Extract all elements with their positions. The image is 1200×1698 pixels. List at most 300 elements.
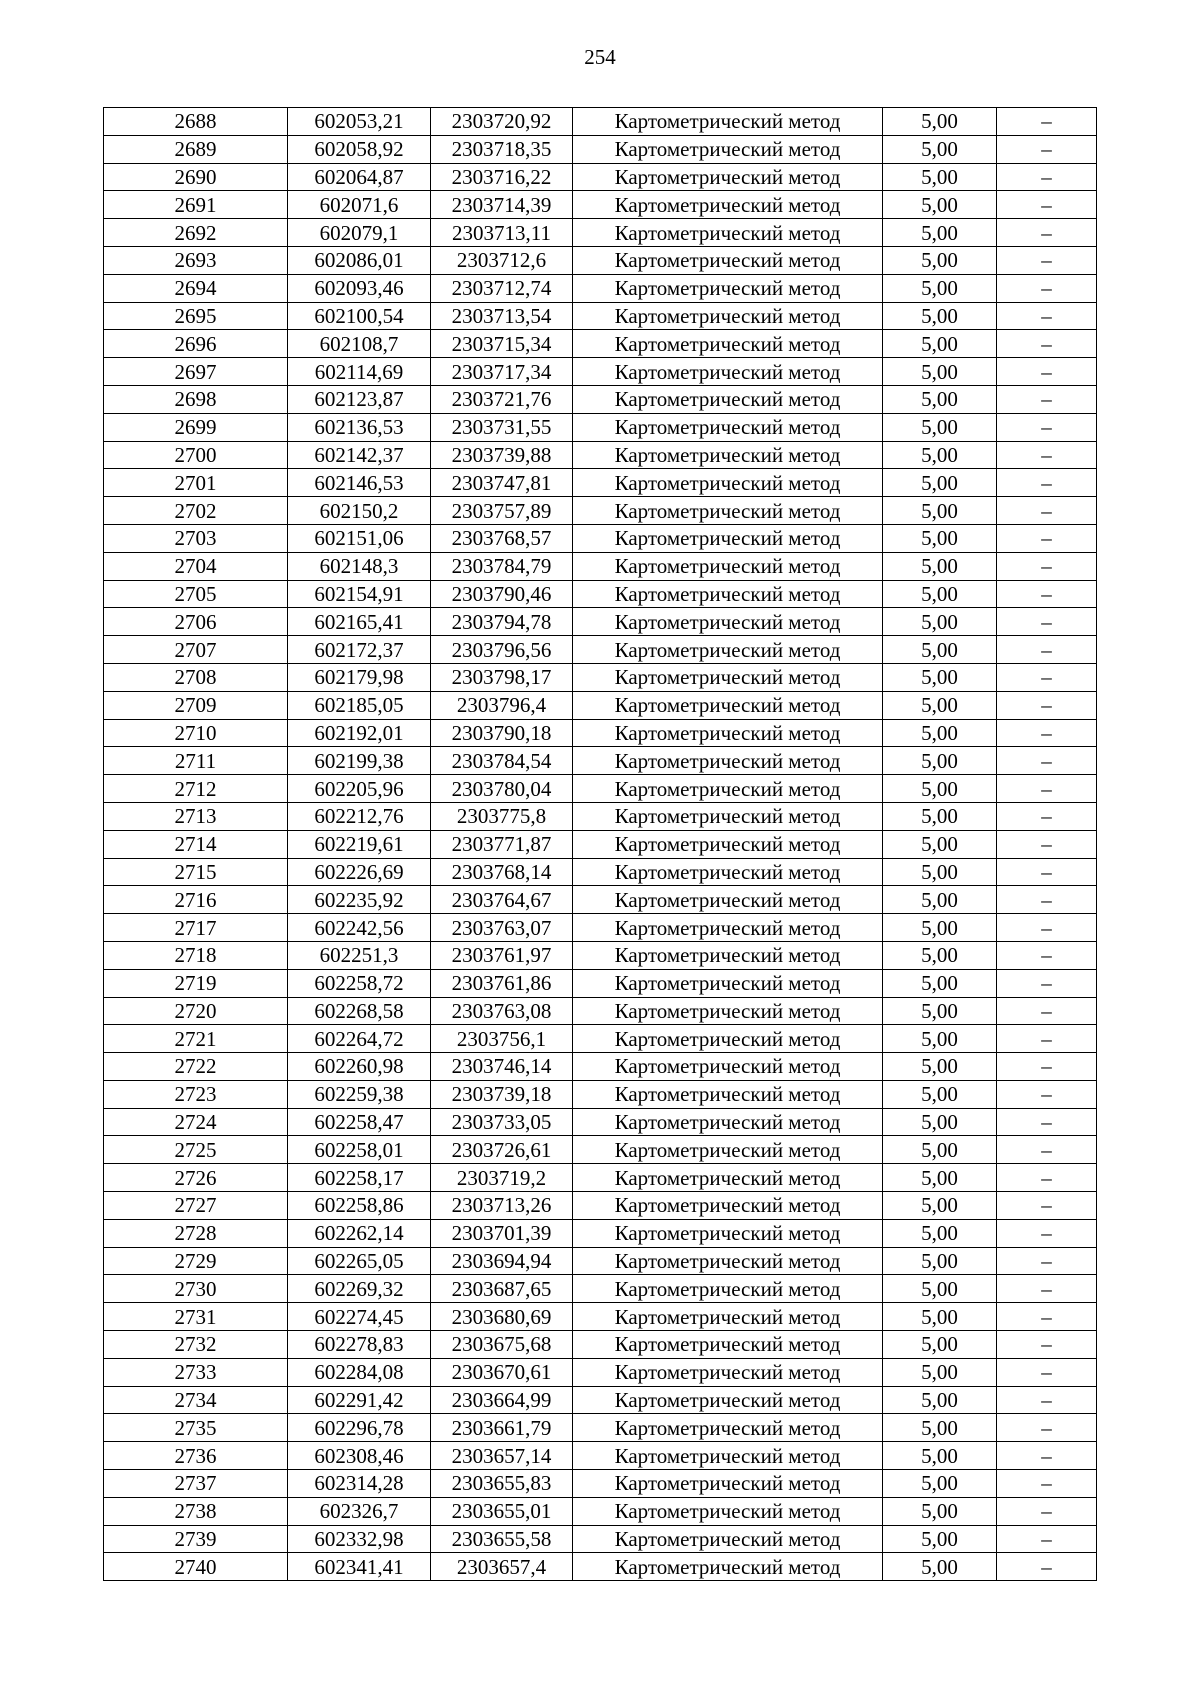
- note-cell: –: [997, 747, 1097, 775]
- accuracy-cell: 5,00: [883, 1080, 997, 1108]
- y-coordinate-cell: 2303794,78: [431, 608, 573, 636]
- y-coordinate-cell: 2303694,94: [431, 1247, 573, 1275]
- point-number-cell: 2697: [104, 358, 288, 386]
- x-coordinate-cell: 602332,98: [288, 1525, 431, 1553]
- x-coordinate-cell: 602150,2: [288, 497, 431, 525]
- method-cell: Картометрический метод: [573, 1553, 883, 1581]
- method-cell: Картометрический метод: [573, 497, 883, 525]
- y-coordinate-cell: 2303763,08: [431, 997, 573, 1025]
- method-cell: Картометрический метод: [573, 886, 883, 914]
- accuracy-cell: 5,00: [883, 969, 997, 997]
- point-number-cell: 2689: [104, 135, 288, 163]
- point-number-cell: 2695: [104, 302, 288, 330]
- note-cell: –: [997, 497, 1097, 525]
- y-coordinate-cell: 2303739,88: [431, 441, 573, 469]
- point-number-cell: 2721: [104, 1025, 288, 1053]
- y-coordinate-cell: 2303717,34: [431, 358, 573, 386]
- point-number-cell: 2716: [104, 886, 288, 914]
- table-row: [104, 1053, 1097, 1081]
- note-cell: –: [997, 775, 1097, 803]
- point-number-cell: 2713: [104, 802, 288, 830]
- note-cell: –: [997, 330, 1097, 358]
- table-row: [104, 1442, 1097, 1470]
- x-coordinate-cell: 602226,69: [288, 858, 431, 886]
- point-number-cell: 2737: [104, 1470, 288, 1498]
- y-coordinate-cell: 2303657,4: [431, 1553, 573, 1581]
- x-coordinate-cell: 602269,32: [288, 1275, 431, 1303]
- y-coordinate-cell: 2303655,83: [431, 1470, 573, 1498]
- note-cell: –: [997, 385, 1097, 413]
- accuracy-cell: 5,00: [883, 413, 997, 441]
- table-row: [104, 1247, 1097, 1275]
- table-row: [104, 719, 1097, 747]
- method-cell: Картометрический метод: [573, 302, 883, 330]
- point-number-cell: 2731: [104, 1303, 288, 1331]
- method-cell: Картометрический метод: [573, 1303, 883, 1331]
- note-cell: –: [997, 997, 1097, 1025]
- accuracy-cell: 5,00: [883, 1442, 997, 1470]
- y-coordinate-cell: 2303756,1: [431, 1025, 573, 1053]
- accuracy-cell: 5,00: [883, 219, 997, 247]
- accuracy-cell: 5,00: [883, 1275, 997, 1303]
- x-coordinate-cell: 602258,86: [288, 1192, 431, 1220]
- y-coordinate-cell: 2303790,18: [431, 719, 573, 747]
- x-coordinate-cell: 602093,46: [288, 274, 431, 302]
- note-cell: –: [997, 830, 1097, 858]
- accuracy-cell: 5,00: [883, 1053, 997, 1081]
- accuracy-cell: 5,00: [883, 1497, 997, 1525]
- x-coordinate-cell: 602258,72: [288, 969, 431, 997]
- accuracy-cell: 5,00: [883, 608, 997, 636]
- x-coordinate-cell: 602179,98: [288, 663, 431, 691]
- point-number-cell: 2690: [104, 163, 288, 191]
- table-row: [104, 1108, 1097, 1136]
- note-cell: –: [997, 302, 1097, 330]
- note-cell: –: [997, 1331, 1097, 1359]
- table-row: [104, 1164, 1097, 1192]
- y-coordinate-cell: 2303798,17: [431, 663, 573, 691]
- note-cell: –: [997, 858, 1097, 886]
- x-coordinate-cell: 602268,58: [288, 997, 431, 1025]
- accuracy-cell: 5,00: [883, 246, 997, 274]
- note-cell: –: [997, 413, 1097, 441]
- table-row: [104, 1358, 1097, 1386]
- accuracy-cell: 5,00: [883, 1247, 997, 1275]
- x-coordinate-cell: 602242,56: [288, 914, 431, 942]
- note-cell: –: [997, 1247, 1097, 1275]
- accuracy-cell: 5,00: [883, 441, 997, 469]
- accuracy-cell: 5,00: [883, 1386, 997, 1414]
- x-coordinate-cell: 602114,69: [288, 358, 431, 386]
- point-number-cell: 2727: [104, 1192, 288, 1220]
- note-cell: –: [997, 1553, 1097, 1581]
- y-coordinate-cell: 2303713,54: [431, 302, 573, 330]
- x-coordinate-cell: 602064,87: [288, 163, 431, 191]
- accuracy-cell: 5,00: [883, 524, 997, 552]
- x-coordinate-cell: 602341,41: [288, 1553, 431, 1581]
- point-number-cell: 2736: [104, 1442, 288, 1470]
- point-number-cell: 2691: [104, 191, 288, 219]
- table-row: [104, 1080, 1097, 1108]
- y-coordinate-cell: 2303761,97: [431, 941, 573, 969]
- method-cell: Картометрический метод: [573, 719, 883, 747]
- table-row: [104, 1414, 1097, 1442]
- x-coordinate-cell: 602205,96: [288, 775, 431, 803]
- table-row: [104, 330, 1097, 358]
- point-number-cell: 2723: [104, 1080, 288, 1108]
- note-cell: –: [997, 1386, 1097, 1414]
- method-cell: Картометрический метод: [573, 580, 883, 608]
- x-coordinate-cell: 602259,38: [288, 1080, 431, 1108]
- point-number-cell: 2738: [104, 1497, 288, 1525]
- method-cell: Картометрический метод: [573, 997, 883, 1025]
- x-coordinate-cell: 602123,87: [288, 385, 431, 413]
- accuracy-cell: 5,00: [883, 1164, 997, 1192]
- x-coordinate-cell: 602258,17: [288, 1164, 431, 1192]
- x-coordinate-cell: 602100,54: [288, 302, 431, 330]
- accuracy-cell: 5,00: [883, 330, 997, 358]
- x-coordinate-cell: 602258,47: [288, 1108, 431, 1136]
- accuracy-cell: 5,00: [883, 358, 997, 386]
- accuracy-cell: 5,00: [883, 1553, 997, 1581]
- accuracy-cell: 5,00: [883, 469, 997, 497]
- x-coordinate-cell: 602291,42: [288, 1386, 431, 1414]
- table-row: [104, 1136, 1097, 1164]
- table-row: [104, 802, 1097, 830]
- table-row: [104, 580, 1097, 608]
- method-cell: Картометрический метод: [573, 524, 883, 552]
- y-coordinate-cell: 2303661,79: [431, 1414, 573, 1442]
- note-cell: –: [997, 636, 1097, 664]
- table-row: [104, 552, 1097, 580]
- note-cell: –: [997, 1080, 1097, 1108]
- table-row: [104, 413, 1097, 441]
- point-number-cell: 2732: [104, 1331, 288, 1359]
- x-coordinate-cell: 602071,6: [288, 191, 431, 219]
- point-number-cell: 2728: [104, 1219, 288, 1247]
- y-coordinate-cell: 2303670,61: [431, 1358, 573, 1386]
- point-number-cell: 2714: [104, 830, 288, 858]
- y-coordinate-cell: 2303715,34: [431, 330, 573, 358]
- x-coordinate-cell: 602265,05: [288, 1247, 431, 1275]
- point-number-cell: 2711: [104, 747, 288, 775]
- method-cell: Картометрический метод: [573, 1442, 883, 1470]
- method-cell: Картометрический метод: [573, 691, 883, 719]
- x-coordinate-cell: 602274,45: [288, 1303, 431, 1331]
- method-cell: Картометрический метод: [573, 1386, 883, 1414]
- note-cell: –: [997, 802, 1097, 830]
- point-number-cell: 2709: [104, 691, 288, 719]
- accuracy-cell: 5,00: [883, 1108, 997, 1136]
- point-number-cell: 2704: [104, 552, 288, 580]
- x-coordinate-cell: 602142,37: [288, 441, 431, 469]
- method-cell: Картометрический метод: [573, 663, 883, 691]
- y-coordinate-cell: 2303664,99: [431, 1386, 573, 1414]
- method-cell: Картометрический метод: [573, 747, 883, 775]
- note-cell: –: [997, 691, 1097, 719]
- x-coordinate-cell: 602165,41: [288, 608, 431, 636]
- table-row: [104, 747, 1097, 775]
- accuracy-cell: 5,00: [883, 385, 997, 413]
- table-row: [104, 775, 1097, 803]
- y-coordinate-cell: 2303757,89: [431, 497, 573, 525]
- method-cell: Картометрический метод: [573, 441, 883, 469]
- y-coordinate-cell: 2303764,67: [431, 886, 573, 914]
- method-cell: Картометрический метод: [573, 1331, 883, 1359]
- x-coordinate-cell: 602136,53: [288, 413, 431, 441]
- method-cell: Картометрический метод: [573, 1470, 883, 1498]
- point-number-cell: 2719: [104, 969, 288, 997]
- table-row: [104, 163, 1097, 191]
- method-cell: Картометрический метод: [573, 246, 883, 274]
- method-cell: Картометрический метод: [573, 1358, 883, 1386]
- x-coordinate-cell: 602192,01: [288, 719, 431, 747]
- y-coordinate-cell: 2303790,46: [431, 580, 573, 608]
- y-coordinate-cell: 2303775,8: [431, 802, 573, 830]
- point-number-cell: 2722: [104, 1053, 288, 1081]
- accuracy-cell: 5,00: [883, 636, 997, 664]
- note-cell: –: [997, 1303, 1097, 1331]
- y-coordinate-cell: 2303655,58: [431, 1525, 573, 1553]
- note-cell: –: [997, 219, 1097, 247]
- table-row: [104, 969, 1097, 997]
- table-row: [104, 997, 1097, 1025]
- point-number-cell: 2729: [104, 1247, 288, 1275]
- point-number-cell: 2698: [104, 385, 288, 413]
- table-row: [104, 941, 1097, 969]
- point-number-cell: 2726: [104, 1164, 288, 1192]
- method-cell: Картометрический метод: [573, 969, 883, 997]
- y-coordinate-cell: 2303796,56: [431, 636, 573, 664]
- point-number-cell: 2715: [104, 858, 288, 886]
- point-number-cell: 2720: [104, 997, 288, 1025]
- method-cell: Картометрический метод: [573, 636, 883, 664]
- point-number-cell: 2712: [104, 775, 288, 803]
- method-cell: Картометрический метод: [573, 330, 883, 358]
- table-row: [104, 914, 1097, 942]
- y-coordinate-cell: 2303784,79: [431, 552, 573, 580]
- method-cell: Картометрический метод: [573, 1275, 883, 1303]
- table-row: [104, 108, 1097, 136]
- method-cell: Картометрический метод: [573, 135, 883, 163]
- accuracy-cell: 5,00: [883, 775, 997, 803]
- y-coordinate-cell: 2303726,61: [431, 1136, 573, 1164]
- x-coordinate-cell: 602308,46: [288, 1442, 431, 1470]
- table-row: [104, 1331, 1097, 1359]
- method-cell: Картометрический метод: [573, 1164, 883, 1192]
- method-cell: Картометрический метод: [573, 163, 883, 191]
- table-row: [104, 246, 1097, 274]
- y-coordinate-cell: 2303680,69: [431, 1303, 573, 1331]
- accuracy-cell: 5,00: [883, 1358, 997, 1386]
- x-coordinate-cell: 602146,53: [288, 469, 431, 497]
- accuracy-cell: 5,00: [883, 163, 997, 191]
- accuracy-cell: 5,00: [883, 719, 997, 747]
- y-coordinate-cell: 2303675,68: [431, 1331, 573, 1359]
- y-coordinate-cell: 2303746,14: [431, 1053, 573, 1081]
- accuracy-cell: 5,00: [883, 914, 997, 942]
- table-row: [104, 135, 1097, 163]
- note-cell: –: [997, 1108, 1097, 1136]
- accuracy-cell: 5,00: [883, 1025, 997, 1053]
- y-coordinate-cell: 2303771,87: [431, 830, 573, 858]
- note-cell: –: [997, 608, 1097, 636]
- table-row: [104, 663, 1097, 691]
- y-coordinate-cell: 2303712,74: [431, 274, 573, 302]
- method-cell: Картометрический метод: [573, 274, 883, 302]
- note-cell: –: [997, 246, 1097, 274]
- table-row: [104, 1025, 1097, 1053]
- method-cell: Картометрический метод: [573, 802, 883, 830]
- note-cell: –: [997, 969, 1097, 997]
- y-coordinate-cell: 2303716,22: [431, 163, 573, 191]
- table-row: [104, 1219, 1097, 1247]
- table-row: [104, 358, 1097, 386]
- table-row: [104, 1525, 1097, 1553]
- point-number-cell: 2700: [104, 441, 288, 469]
- y-coordinate-cell: 2303747,81: [431, 469, 573, 497]
- note-cell: –: [997, 469, 1097, 497]
- y-coordinate-cell: 2303712,6: [431, 246, 573, 274]
- method-cell: Картометрический метод: [573, 1025, 883, 1053]
- method-cell: Картометрический метод: [573, 1053, 883, 1081]
- y-coordinate-cell: 2303731,55: [431, 413, 573, 441]
- note-cell: –: [997, 1470, 1097, 1498]
- point-number-cell: 2694: [104, 274, 288, 302]
- y-coordinate-cell: 2303655,01: [431, 1497, 573, 1525]
- note-cell: –: [997, 1219, 1097, 1247]
- method-cell: Картометрический метод: [573, 1219, 883, 1247]
- note-cell: –: [997, 1275, 1097, 1303]
- point-number-cell: 2699: [104, 413, 288, 441]
- accuracy-cell: 5,00: [883, 580, 997, 608]
- accuracy-cell: 5,00: [883, 1192, 997, 1220]
- point-number-cell: 2734: [104, 1386, 288, 1414]
- accuracy-cell: 5,00: [883, 135, 997, 163]
- x-coordinate-cell: 602296,78: [288, 1414, 431, 1442]
- accuracy-cell: 5,00: [883, 274, 997, 302]
- x-coordinate-cell: 602079,1: [288, 219, 431, 247]
- method-cell: Картометрический метод: [573, 608, 883, 636]
- note-cell: –: [997, 524, 1097, 552]
- point-number-cell: 2717: [104, 914, 288, 942]
- x-coordinate-cell: 602212,76: [288, 802, 431, 830]
- note-cell: –: [997, 1442, 1097, 1470]
- x-coordinate-cell: 602314,28: [288, 1470, 431, 1498]
- table-row: [104, 385, 1097, 413]
- x-coordinate-cell: 602086,01: [288, 246, 431, 274]
- table-body: [104, 108, 1097, 1581]
- table-row: [104, 858, 1097, 886]
- point-number-cell: 2702: [104, 497, 288, 525]
- note-cell: –: [997, 1192, 1097, 1220]
- note-cell: –: [997, 663, 1097, 691]
- table-row: [104, 219, 1097, 247]
- table-row: [104, 1497, 1097, 1525]
- point-number-cell: 2718: [104, 941, 288, 969]
- method-cell: Картометрический метод: [573, 108, 883, 136]
- table-row: [104, 1192, 1097, 1220]
- x-coordinate-cell: 602284,08: [288, 1358, 431, 1386]
- accuracy-cell: 5,00: [883, 663, 997, 691]
- note-cell: –: [997, 1164, 1097, 1192]
- table-row: [104, 497, 1097, 525]
- point-number-cell: 2733: [104, 1358, 288, 1386]
- accuracy-cell: 5,00: [883, 1136, 997, 1164]
- method-cell: Картометрический метод: [573, 469, 883, 497]
- note-cell: –: [997, 552, 1097, 580]
- accuracy-cell: 5,00: [883, 691, 997, 719]
- table-row: [104, 274, 1097, 302]
- point-number-cell: 2735: [104, 1414, 288, 1442]
- point-number-cell: 2730: [104, 1275, 288, 1303]
- note-cell: –: [997, 358, 1097, 386]
- point-number-cell: 2703: [104, 524, 288, 552]
- point-number-cell: 2692: [104, 219, 288, 247]
- method-cell: Картометрический метод: [573, 1192, 883, 1220]
- note-cell: –: [997, 441, 1097, 469]
- table-row: [104, 830, 1097, 858]
- point-number-cell: 2693: [104, 246, 288, 274]
- method-cell: Картометрический метод: [573, 1525, 883, 1553]
- method-cell: Картометрический метод: [573, 413, 883, 441]
- point-number-cell: 2688: [104, 108, 288, 136]
- y-coordinate-cell: 2303780,04: [431, 775, 573, 803]
- y-coordinate-cell: 2303687,65: [431, 1275, 573, 1303]
- y-coordinate-cell: 2303796,4: [431, 691, 573, 719]
- table-row: [104, 608, 1097, 636]
- method-cell: Картометрический метод: [573, 830, 883, 858]
- table-row: [104, 1303, 1097, 1331]
- table-row: [104, 191, 1097, 219]
- note-cell: –: [997, 580, 1097, 608]
- accuracy-cell: 5,00: [883, 497, 997, 525]
- method-cell: Картометрический метод: [573, 1108, 883, 1136]
- note-cell: –: [997, 1025, 1097, 1053]
- accuracy-cell: 5,00: [883, 858, 997, 886]
- note-cell: –: [997, 886, 1097, 914]
- x-coordinate-cell: 602278,83: [288, 1331, 431, 1359]
- note-cell: –: [997, 1525, 1097, 1553]
- point-number-cell: 2707: [104, 636, 288, 664]
- page-number: 254: [584, 45, 616, 69]
- method-cell: Картометрический метод: [573, 775, 883, 803]
- y-coordinate-cell: 2303733,05: [431, 1108, 573, 1136]
- table-row: [104, 302, 1097, 330]
- point-number-cell: 2696: [104, 330, 288, 358]
- note-cell: –: [997, 1136, 1097, 1164]
- y-coordinate-cell: 2303720,92: [431, 108, 573, 136]
- method-cell: Картометрический метод: [573, 1414, 883, 1442]
- x-coordinate-cell: 602148,3: [288, 552, 431, 580]
- point-number-cell: 2739: [104, 1525, 288, 1553]
- accuracy-cell: 5,00: [883, 997, 997, 1025]
- accuracy-cell: 5,00: [883, 191, 997, 219]
- y-coordinate-cell: 2303701,39: [431, 1219, 573, 1247]
- table-row: [104, 886, 1097, 914]
- x-coordinate-cell: 602251,3: [288, 941, 431, 969]
- table-row: [104, 441, 1097, 469]
- point-number-cell: 2740: [104, 1553, 288, 1581]
- x-coordinate-cell: 602260,98: [288, 1053, 431, 1081]
- note-cell: –: [997, 191, 1097, 219]
- x-coordinate-cell: 602262,14: [288, 1219, 431, 1247]
- y-coordinate-cell: 2303739,18: [431, 1080, 573, 1108]
- note-cell: –: [997, 1053, 1097, 1081]
- x-coordinate-cell: 602219,61: [288, 830, 431, 858]
- method-cell: Картометрический метод: [573, 385, 883, 413]
- x-coordinate-cell: 602053,21: [288, 108, 431, 136]
